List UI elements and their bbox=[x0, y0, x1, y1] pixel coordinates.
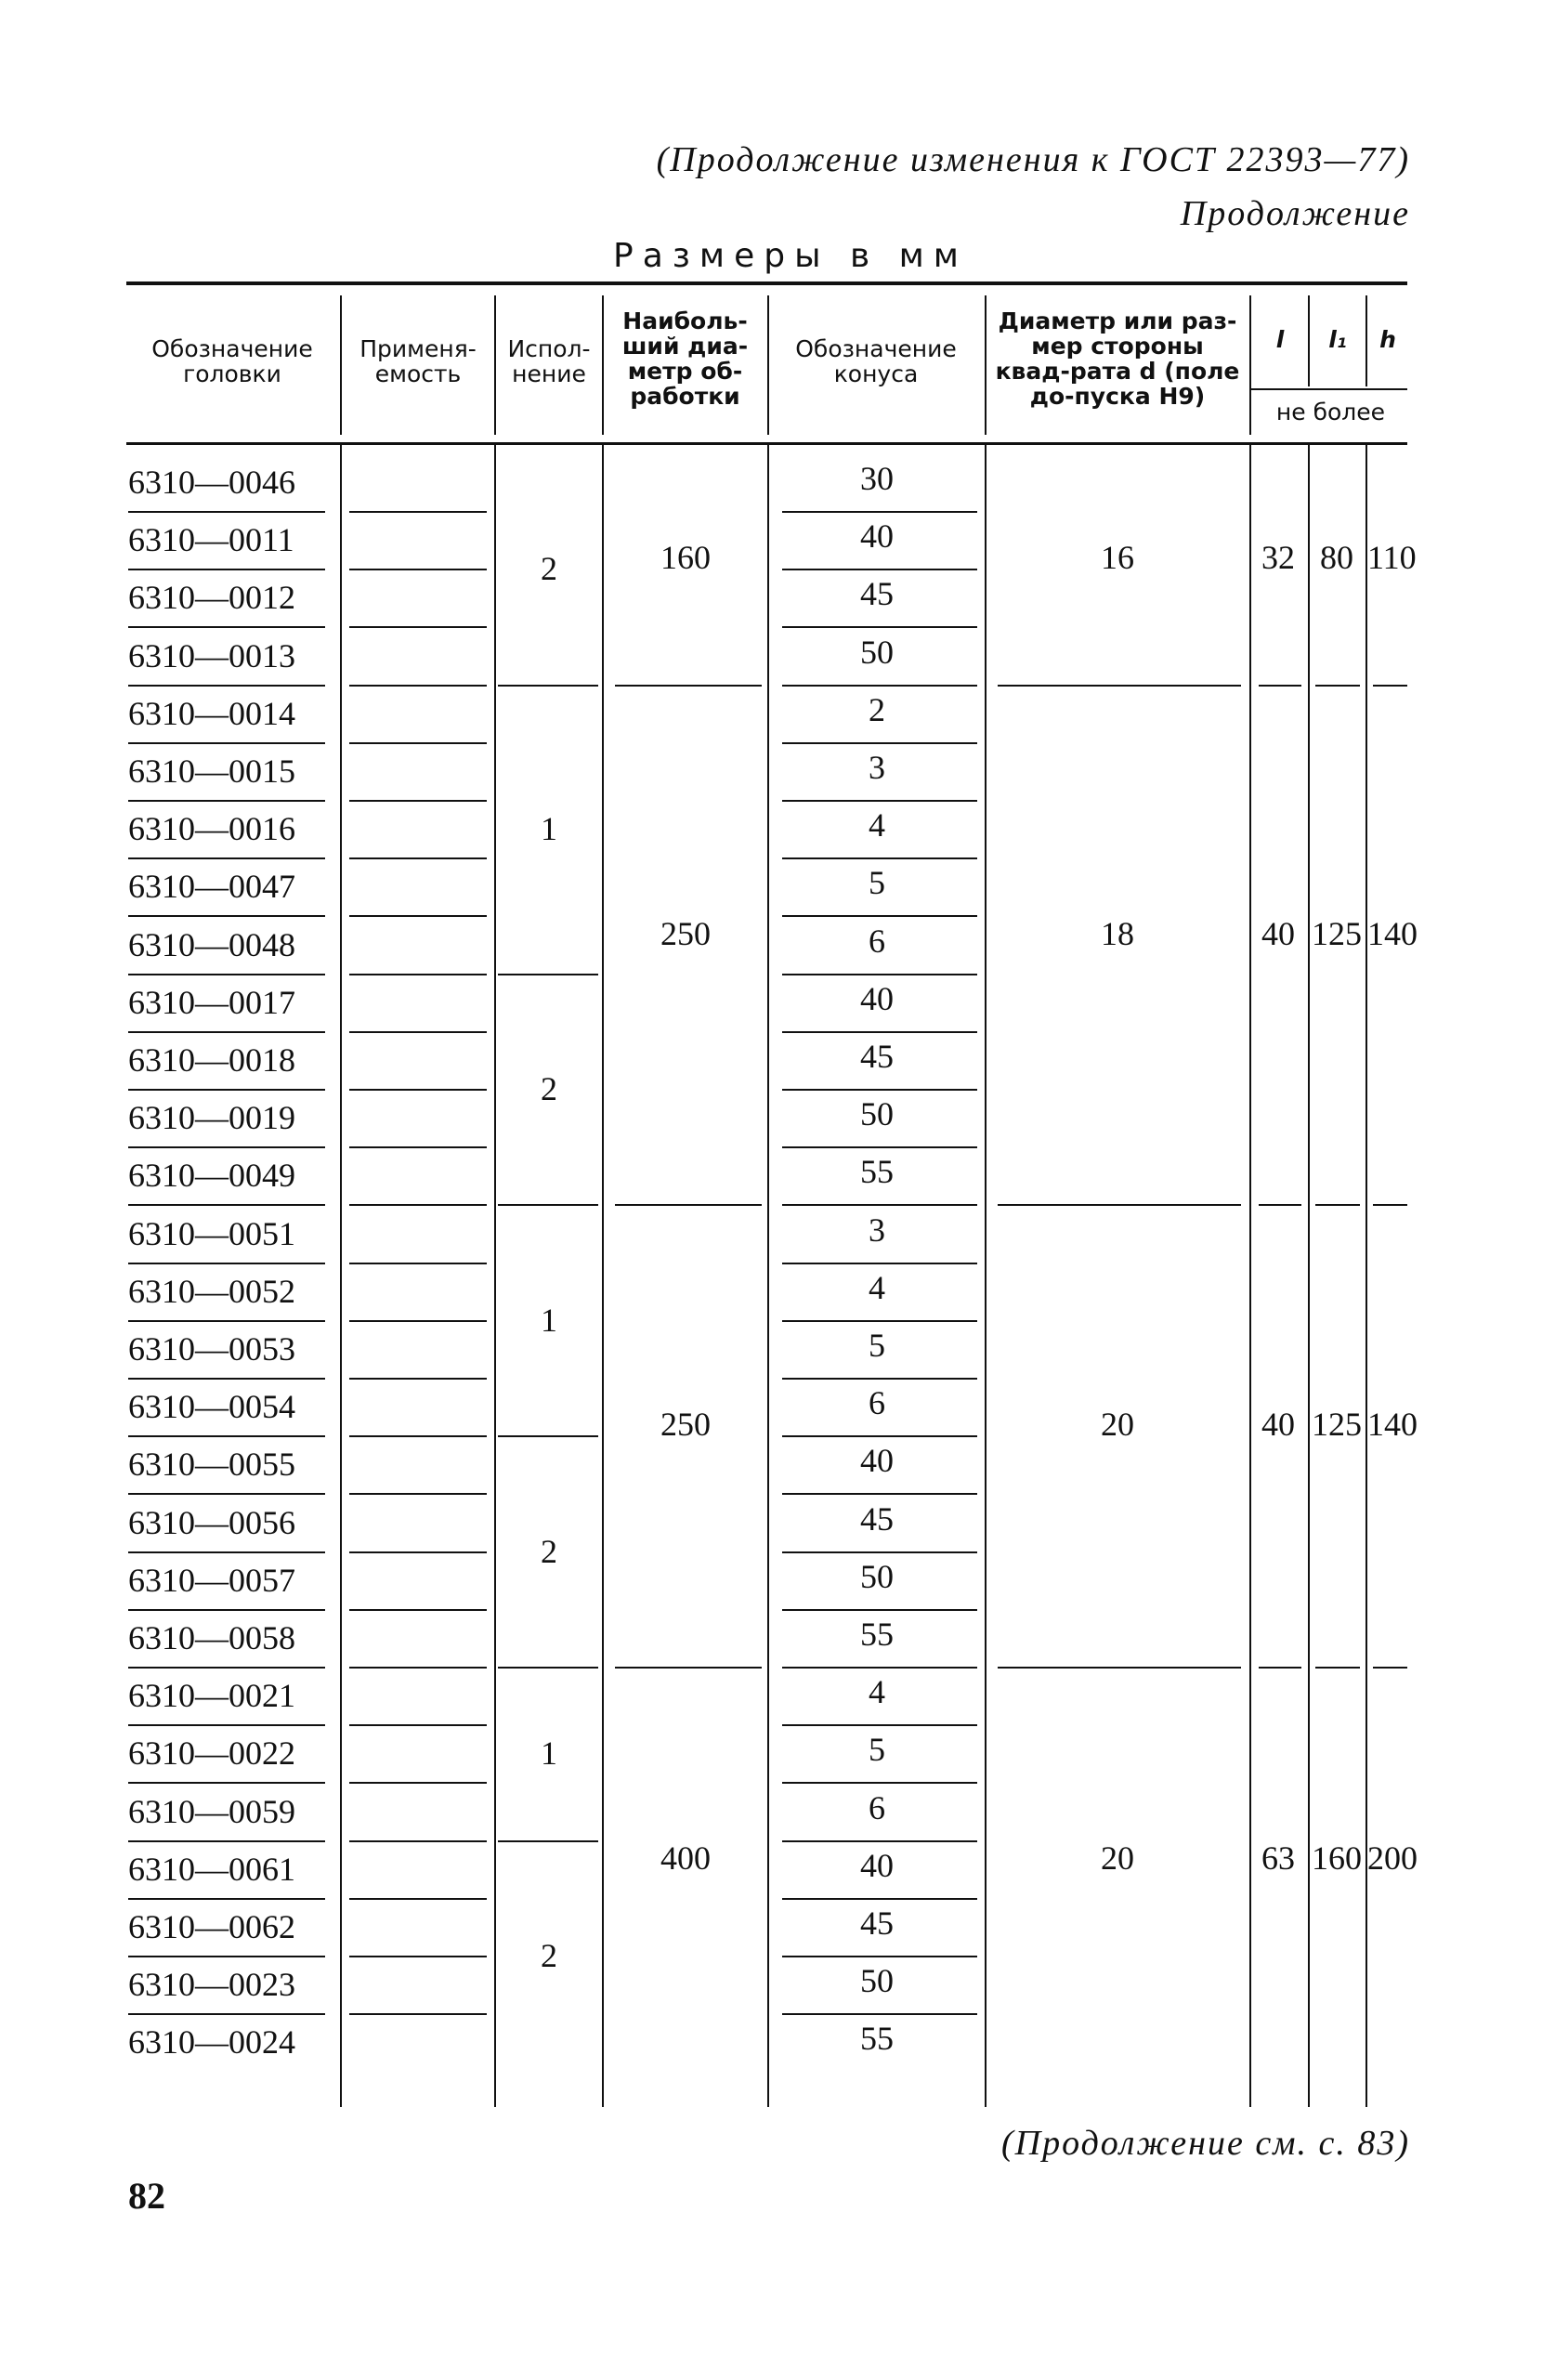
table-rule bbox=[1259, 685, 1301, 687]
table-rule bbox=[349, 1782, 487, 1784]
table-rule bbox=[349, 1956, 487, 1957]
hdr-vline bbox=[602, 295, 604, 435]
version-cell: 1 bbox=[541, 1734, 557, 1773]
table-rule bbox=[498, 974, 598, 975]
table-rule bbox=[349, 1089, 487, 1091]
table-rule bbox=[128, 1724, 325, 1726]
cone-cell: 50 bbox=[860, 1095, 894, 1133]
table-rule bbox=[498, 1435, 598, 1437]
table-rule bbox=[602, 444, 604, 2107]
version-cell: 2 bbox=[541, 550, 557, 588]
cone-cell: 2 bbox=[869, 690, 885, 728]
col-header-square: Диаметр или раз-мер стороны квад-рата d (поле до-пуска H9) bbox=[995, 308, 1240, 410]
designation-cell: 6310—0051 bbox=[128, 1214, 295, 1252]
cone-cell: 3 bbox=[869, 749, 885, 786]
table-rule bbox=[349, 974, 487, 975]
l1-cell: 125 bbox=[1312, 1406, 1362, 1444]
table-rule bbox=[998, 685, 1241, 687]
table-rule bbox=[128, 915, 325, 917]
l1-cell: 80 bbox=[1320, 539, 1353, 577]
designation-cell: 6310—0012 bbox=[128, 579, 295, 617]
table-rule bbox=[782, 1204, 977, 1206]
table-rule bbox=[782, 626, 977, 628]
table-rule bbox=[782, 1840, 977, 1842]
table-rule bbox=[349, 511, 487, 513]
table-top-rule bbox=[126, 281, 1407, 285]
version-cell: 1 bbox=[541, 810, 557, 848]
page-number: 82 bbox=[128, 2175, 165, 2217]
max-diameter-cell: 160 bbox=[660, 539, 711, 577]
designation-cell: 6310—0014 bbox=[128, 694, 295, 732]
hdr-subrule bbox=[1251, 388, 1407, 390]
col-header-max-diameter: Наиболь-ший диа-метр об-работки bbox=[621, 308, 749, 410]
table-rule bbox=[782, 1609, 977, 1611]
table-rule bbox=[615, 1204, 762, 1206]
table-rule bbox=[349, 685, 487, 687]
cone-cell: 45 bbox=[860, 1038, 894, 1075]
cone-cell: 4 bbox=[869, 806, 885, 844]
designation-cell: 6310—0057 bbox=[128, 1561, 295, 1599]
table-rule bbox=[782, 1089, 977, 1091]
table-rule bbox=[128, 1263, 325, 1264]
hdr-vline bbox=[494, 295, 496, 435]
designation-cell: 6310—0018 bbox=[128, 1041, 295, 1079]
table-rule bbox=[349, 1551, 487, 1553]
table-rule bbox=[128, 1378, 325, 1380]
table-rule bbox=[349, 857, 487, 859]
designation-cell: 6310—0053 bbox=[128, 1330, 295, 1368]
cone-cell: 4 bbox=[869, 1673, 885, 1711]
designation-cell: 6310—0049 bbox=[128, 1157, 295, 1195]
cone-cell: 55 bbox=[860, 2020, 894, 2058]
hdr-vline bbox=[1249, 295, 1251, 435]
table-rule bbox=[349, 1146, 487, 1148]
table-rule bbox=[349, 569, 487, 570]
designation-cell: 6310—0061 bbox=[128, 1850, 295, 1888]
cone-cell: 3 bbox=[869, 1211, 885, 1249]
table-rule bbox=[782, 974, 977, 975]
designation-cell: 6310—0047 bbox=[128, 868, 295, 906]
l-cell: 40 bbox=[1261, 914, 1295, 952]
table-rule bbox=[349, 1609, 487, 1611]
l-cell: 63 bbox=[1261, 1839, 1295, 1877]
table-rule bbox=[782, 857, 977, 859]
table-rule bbox=[782, 1724, 977, 1726]
cone-cell: 45 bbox=[860, 575, 894, 613]
table-rule bbox=[1315, 1204, 1360, 1206]
hdr-vline bbox=[985, 295, 987, 435]
table-rule bbox=[349, 742, 487, 744]
hdr-vline bbox=[340, 295, 342, 435]
table-rule bbox=[349, 2013, 487, 2015]
max-diameter-cell: 250 bbox=[660, 1406, 711, 1444]
designation-cell: 6310—0059 bbox=[128, 1792, 295, 1830]
designation-cell: 6310—0021 bbox=[128, 1677, 295, 1715]
table-rule bbox=[1259, 1204, 1301, 1206]
cone-cell: 40 bbox=[860, 1442, 894, 1480]
continued-label: Продолжение bbox=[1180, 194, 1410, 233]
table-rule bbox=[128, 569, 325, 570]
col-header-l: l bbox=[1275, 326, 1285, 353]
table-rule bbox=[782, 511, 977, 513]
cone-cell: 45 bbox=[860, 1904, 894, 1942]
version-cell: 1 bbox=[541, 1301, 557, 1339]
designation-cell: 6310—0017 bbox=[128, 983, 295, 1021]
table-rule bbox=[998, 1204, 1241, 1206]
col-header-l1: l₁ bbox=[1328, 326, 1347, 353]
table-rule bbox=[782, 1551, 977, 1553]
table-rule bbox=[782, 1898, 977, 1900]
col-header-h: h bbox=[1379, 326, 1396, 353]
table-rule bbox=[128, 685, 325, 687]
l1-cell: 160 bbox=[1312, 1839, 1362, 1877]
table-rule bbox=[128, 974, 325, 975]
table-rule bbox=[782, 1435, 977, 1437]
h-cell: 110 bbox=[1367, 539, 1417, 577]
table-rule bbox=[782, 1146, 977, 1148]
table-rule bbox=[349, 1724, 487, 1726]
table-rule bbox=[128, 1609, 325, 1611]
designation-cell: 6310—0024 bbox=[128, 2023, 295, 2062]
table-rule bbox=[1373, 1667, 1407, 1669]
cone-cell: 55 bbox=[860, 1153, 894, 1191]
table-rule bbox=[1315, 1667, 1360, 1669]
square-size-cell: 20 bbox=[1101, 1839, 1134, 1877]
table-rule bbox=[782, 685, 977, 687]
table-rule bbox=[782, 800, 977, 802]
designation-cell: 6310—0019 bbox=[128, 1099, 295, 1137]
l1-cell: 125 bbox=[1312, 914, 1362, 952]
table-rule bbox=[782, 1378, 977, 1380]
table-rule bbox=[498, 1204, 598, 1206]
col-header-cone: Обозначение конуса bbox=[795, 335, 957, 387]
cone-cell: 40 bbox=[860, 1846, 894, 1884]
designation-cell: 6310—0013 bbox=[128, 636, 295, 674]
designation-cell: 6310—0022 bbox=[128, 1734, 295, 1773]
version-cell: 2 bbox=[541, 1532, 557, 1570]
cone-cell: 50 bbox=[860, 1962, 894, 2000]
designation-cell: 6310—0058 bbox=[128, 1619, 295, 1656]
square-size-cell: 18 bbox=[1101, 914, 1134, 952]
table-rule bbox=[349, 1435, 487, 1437]
version-cell: 2 bbox=[541, 1070, 557, 1108]
cone-cell: 6 bbox=[869, 1788, 885, 1826]
table-rule bbox=[1249, 444, 1251, 2107]
table-rule bbox=[128, 1493, 325, 1495]
table-rule bbox=[128, 511, 325, 513]
table-rule bbox=[782, 2013, 977, 2015]
cone-cell: 45 bbox=[860, 1499, 894, 1538]
table-rule bbox=[998, 1667, 1241, 1669]
cone-cell: 5 bbox=[869, 864, 885, 902]
designation-cell: 6310—0056 bbox=[128, 1503, 295, 1541]
cone-cell: 6 bbox=[869, 922, 885, 960]
table-rule bbox=[128, 1956, 325, 1957]
designation-cell: 6310—0015 bbox=[128, 753, 295, 790]
designation-cell: 6310—0046 bbox=[128, 464, 295, 501]
table-rule bbox=[349, 1378, 487, 1380]
designation-cell: 6310—0011 bbox=[128, 521, 294, 559]
table-rule bbox=[1259, 1667, 1301, 1669]
h-cell: 140 bbox=[1367, 1406, 1418, 1444]
table-rule bbox=[128, 1320, 325, 1322]
h-cell: 200 bbox=[1367, 1839, 1418, 1877]
table-rule bbox=[128, 2013, 325, 2015]
table-rule bbox=[498, 685, 598, 687]
continued-on-note: (Продолжение см. с. 83) bbox=[1000, 2124, 1410, 2163]
max-diameter-cell: 400 bbox=[660, 1839, 711, 1877]
cone-cell: 40 bbox=[860, 517, 894, 556]
col-header-version: Испол-нение bbox=[507, 335, 591, 387]
designation-cell: 6310—0055 bbox=[128, 1446, 295, 1484]
designation-cell: 6310—0054 bbox=[128, 1388, 295, 1426]
table-rule bbox=[128, 1204, 325, 1206]
l-cell: 32 bbox=[1261, 539, 1295, 577]
table-rule bbox=[494, 444, 496, 2107]
cone-cell: 4 bbox=[869, 1268, 885, 1306]
table-rule bbox=[128, 1840, 325, 1842]
table-rule bbox=[782, 1956, 977, 1957]
cone-cell: 50 bbox=[860, 1557, 894, 1595]
table-rule bbox=[349, 626, 487, 628]
col-header-applicability: Применя-емость bbox=[359, 335, 477, 387]
table-rule bbox=[340, 444, 342, 2107]
units-caption: Размеры в мм bbox=[613, 237, 968, 275]
table-rule bbox=[349, 1031, 487, 1033]
square-size-cell: 16 bbox=[1101, 539, 1134, 577]
cone-cell: 50 bbox=[860, 633, 894, 671]
version-cell: 2 bbox=[541, 1937, 557, 1975]
table-rule bbox=[782, 569, 977, 570]
table-rule bbox=[349, 1493, 487, 1495]
table-rule bbox=[782, 1493, 977, 1495]
table-rule bbox=[782, 1667, 977, 1669]
h-cell: 140 bbox=[1367, 914, 1418, 952]
table-rule bbox=[782, 742, 977, 744]
table-rule bbox=[1315, 685, 1360, 687]
table-rule bbox=[615, 1667, 762, 1669]
cone-cell: 6 bbox=[869, 1384, 885, 1422]
table-rule bbox=[985, 444, 987, 2107]
table-rule bbox=[349, 1263, 487, 1264]
col-header-not-more: не более bbox=[1275, 399, 1386, 425]
max-diameter-cell: 250 bbox=[660, 914, 711, 952]
square-size-cell: 20 bbox=[1101, 1406, 1134, 1444]
table-rule bbox=[615, 685, 762, 687]
cone-cell: 5 bbox=[869, 1731, 885, 1769]
table-rule bbox=[782, 915, 977, 917]
col-header-designation: Обозначение головки bbox=[151, 335, 313, 387]
table-rule bbox=[128, 1898, 325, 1900]
table-rule bbox=[349, 915, 487, 917]
designation-cell: 6310—0023 bbox=[128, 1966, 295, 2004]
table-rule bbox=[782, 1263, 977, 1264]
table-rule bbox=[128, 1089, 325, 1091]
table-rule bbox=[128, 1435, 325, 1437]
table-rule bbox=[128, 626, 325, 628]
table-rule bbox=[1373, 1204, 1407, 1206]
cone-cell: 30 bbox=[860, 460, 894, 497]
hdr-vline bbox=[1365, 295, 1367, 386]
table-rule bbox=[128, 800, 325, 802]
table-rule bbox=[767, 444, 769, 2107]
table-rule bbox=[498, 1667, 598, 1669]
table-rule bbox=[128, 742, 325, 744]
table-rule bbox=[349, 800, 487, 802]
table-rule bbox=[498, 1840, 598, 1842]
table-rule bbox=[349, 1840, 487, 1842]
table-rule bbox=[349, 1320, 487, 1322]
table-rule bbox=[128, 1146, 325, 1148]
table-rule bbox=[782, 1320, 977, 1322]
table-rule bbox=[782, 1782, 977, 1784]
designation-cell: 6310—0062 bbox=[128, 1908, 295, 1945]
table-rule bbox=[1373, 685, 1407, 687]
cone-cell: 5 bbox=[869, 1327, 885, 1364]
l-cell: 40 bbox=[1261, 1406, 1295, 1444]
table-rule bbox=[128, 857, 325, 859]
table-rule bbox=[349, 1667, 487, 1669]
table-rule bbox=[128, 1551, 325, 1553]
continuation-header: (Продолжение изменения к ГОСТ 22393—77) bbox=[656, 140, 1410, 179]
table-rule bbox=[128, 1667, 325, 1669]
table-rule bbox=[128, 1782, 325, 1784]
designation-cell: 6310—0016 bbox=[128, 810, 295, 848]
hdr-vline bbox=[1308, 295, 1310, 386]
designation-cell: 6310—0048 bbox=[128, 925, 295, 963]
table-rule bbox=[782, 1031, 977, 1033]
table-rule bbox=[349, 1898, 487, 1900]
table-rule bbox=[128, 1031, 325, 1033]
cone-cell: 40 bbox=[860, 979, 894, 1017]
designation-cell: 6310—0052 bbox=[128, 1272, 295, 1310]
table-rule bbox=[349, 1204, 487, 1206]
hdr-vline bbox=[767, 295, 769, 435]
cone-cell: 55 bbox=[860, 1616, 894, 1653]
